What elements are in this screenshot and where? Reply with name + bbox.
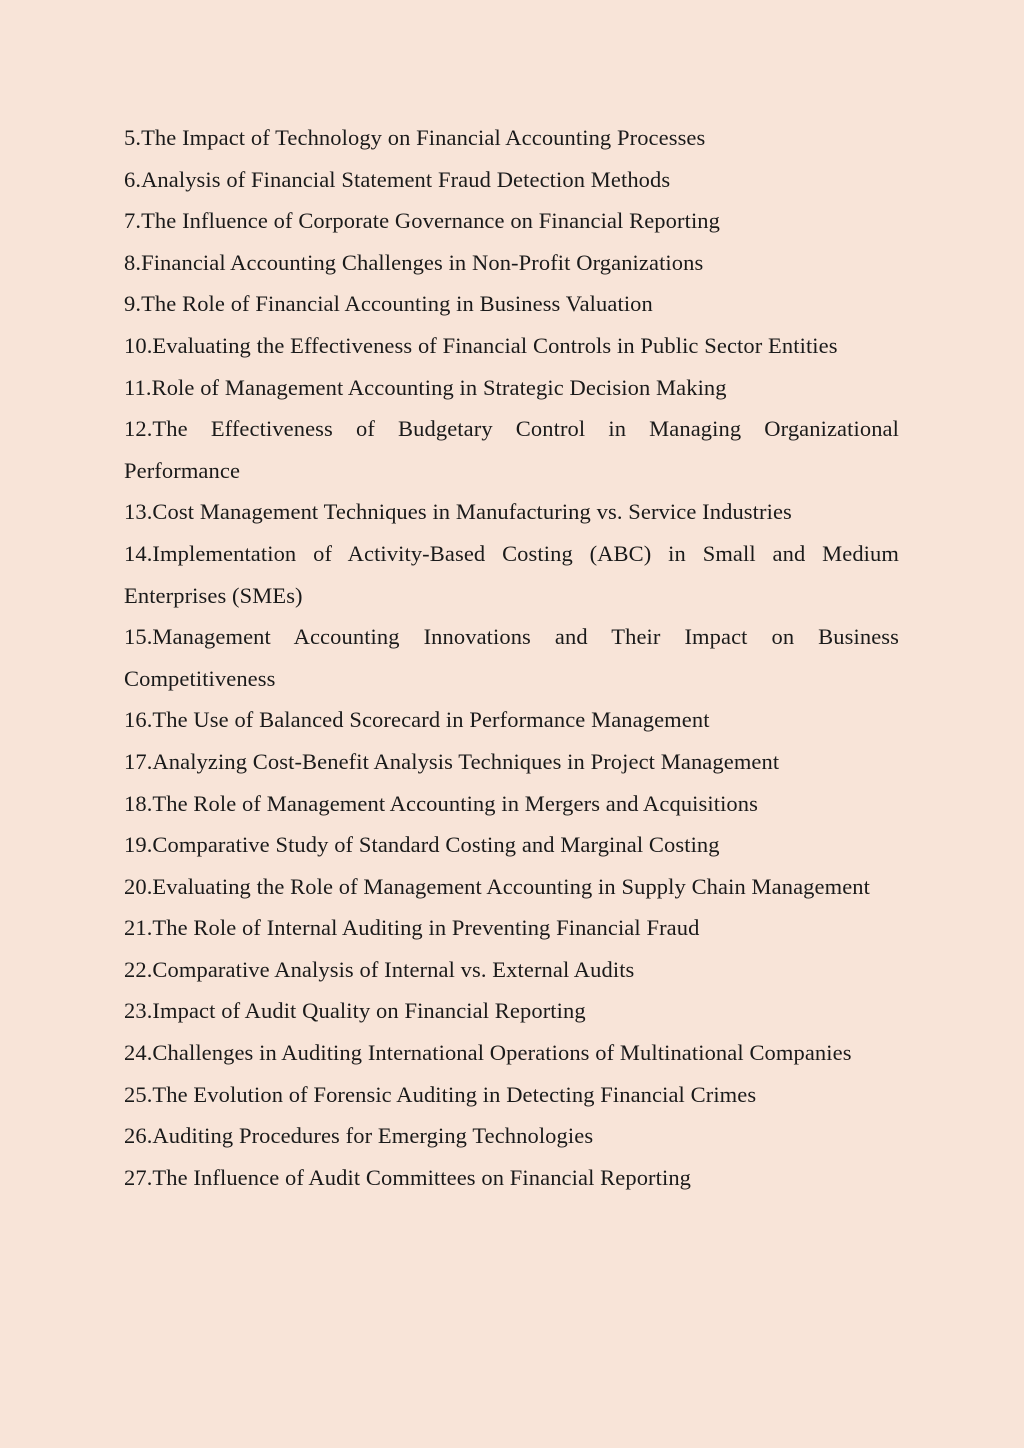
topic-item: 7.The Influence of Corporate Governance on Financial Reporting: [124, 208, 720, 234]
topic-item: 18.The Role of Management Accounting in Mergers and Acquisitions: [124, 790, 758, 816]
topic-item: 9.The Role of Financial Accounting in Business Valuation: [124, 291, 653, 317]
topic-item: 17.Analyzing Cost-Benefit Analysis Techniques in Project Management: [124, 748, 780, 774]
topic-item: 6.Analysis of Financial Statement Fraud Detection Methods: [124, 166, 671, 192]
document-page: [124, 117, 899, 1198]
topic-item: 14.Implementation of Activity-Based Costing (ABC) in Small and Medium Enterprises (SMEs): [124, 540, 899, 608]
topic-item: 5.The Impact of Technology on Financial Accounting Processes: [124, 125, 706, 150]
topic-item: 27.The Influence of Audit Committees on Financial Reporting: [124, 1164, 692, 1190]
topic-item: 19.Comparative Study of Standard Costing and Marginal Costing: [124, 832, 720, 858]
topic-item: 13.Cost Management Techniques in Manufacturing vs. Service Industries: [124, 499, 792, 525]
topic-item: 22.Comparative Analysis of Internal vs. External Audits: [124, 956, 635, 982]
topic-item: 26.Auditing Procedures for Emerging Technologies: [124, 1123, 594, 1149]
topic-item: 23.Impact of Audit Quality on Financial Reporting: [124, 998, 586, 1024]
topic-item: 10.Evaluating the Effectiveness of Financial Controls in Public Sector Entities: [124, 332, 838, 358]
topic-item: 8.Financial Accounting Challenges in Non-Profit Organizations: [124, 249, 704, 275]
topic-item: 25.The Evolution of Forensic Auditing in Detecting Financial Crimes: [124, 1081, 757, 1107]
topic-item: 15.Management Accounting Innovations and Their Impact on Business Competitiveness: [124, 624, 899, 691]
topic-item: 16.The Use of Balanced Scorecard in Performance Management: [124, 707, 710, 733]
topic-item: 11.Role of Management Accounting in Strategic Decision Making: [124, 374, 727, 400]
topic-item: 24.Challenges in Auditing International Operations of Multinational Companies: [124, 1040, 852, 1066]
topic-item: 21.The Role of Internal Auditing in Preventing Financial Fraud: [124, 915, 700, 941]
topic-item: 12.The Effectiveness of Budgetary Control in Managing Organizational Performance: [124, 416, 899, 483]
topic-item: 20.Evaluating the Role of Management Accounting in Supply Chain Management: [124, 873, 870, 899]
